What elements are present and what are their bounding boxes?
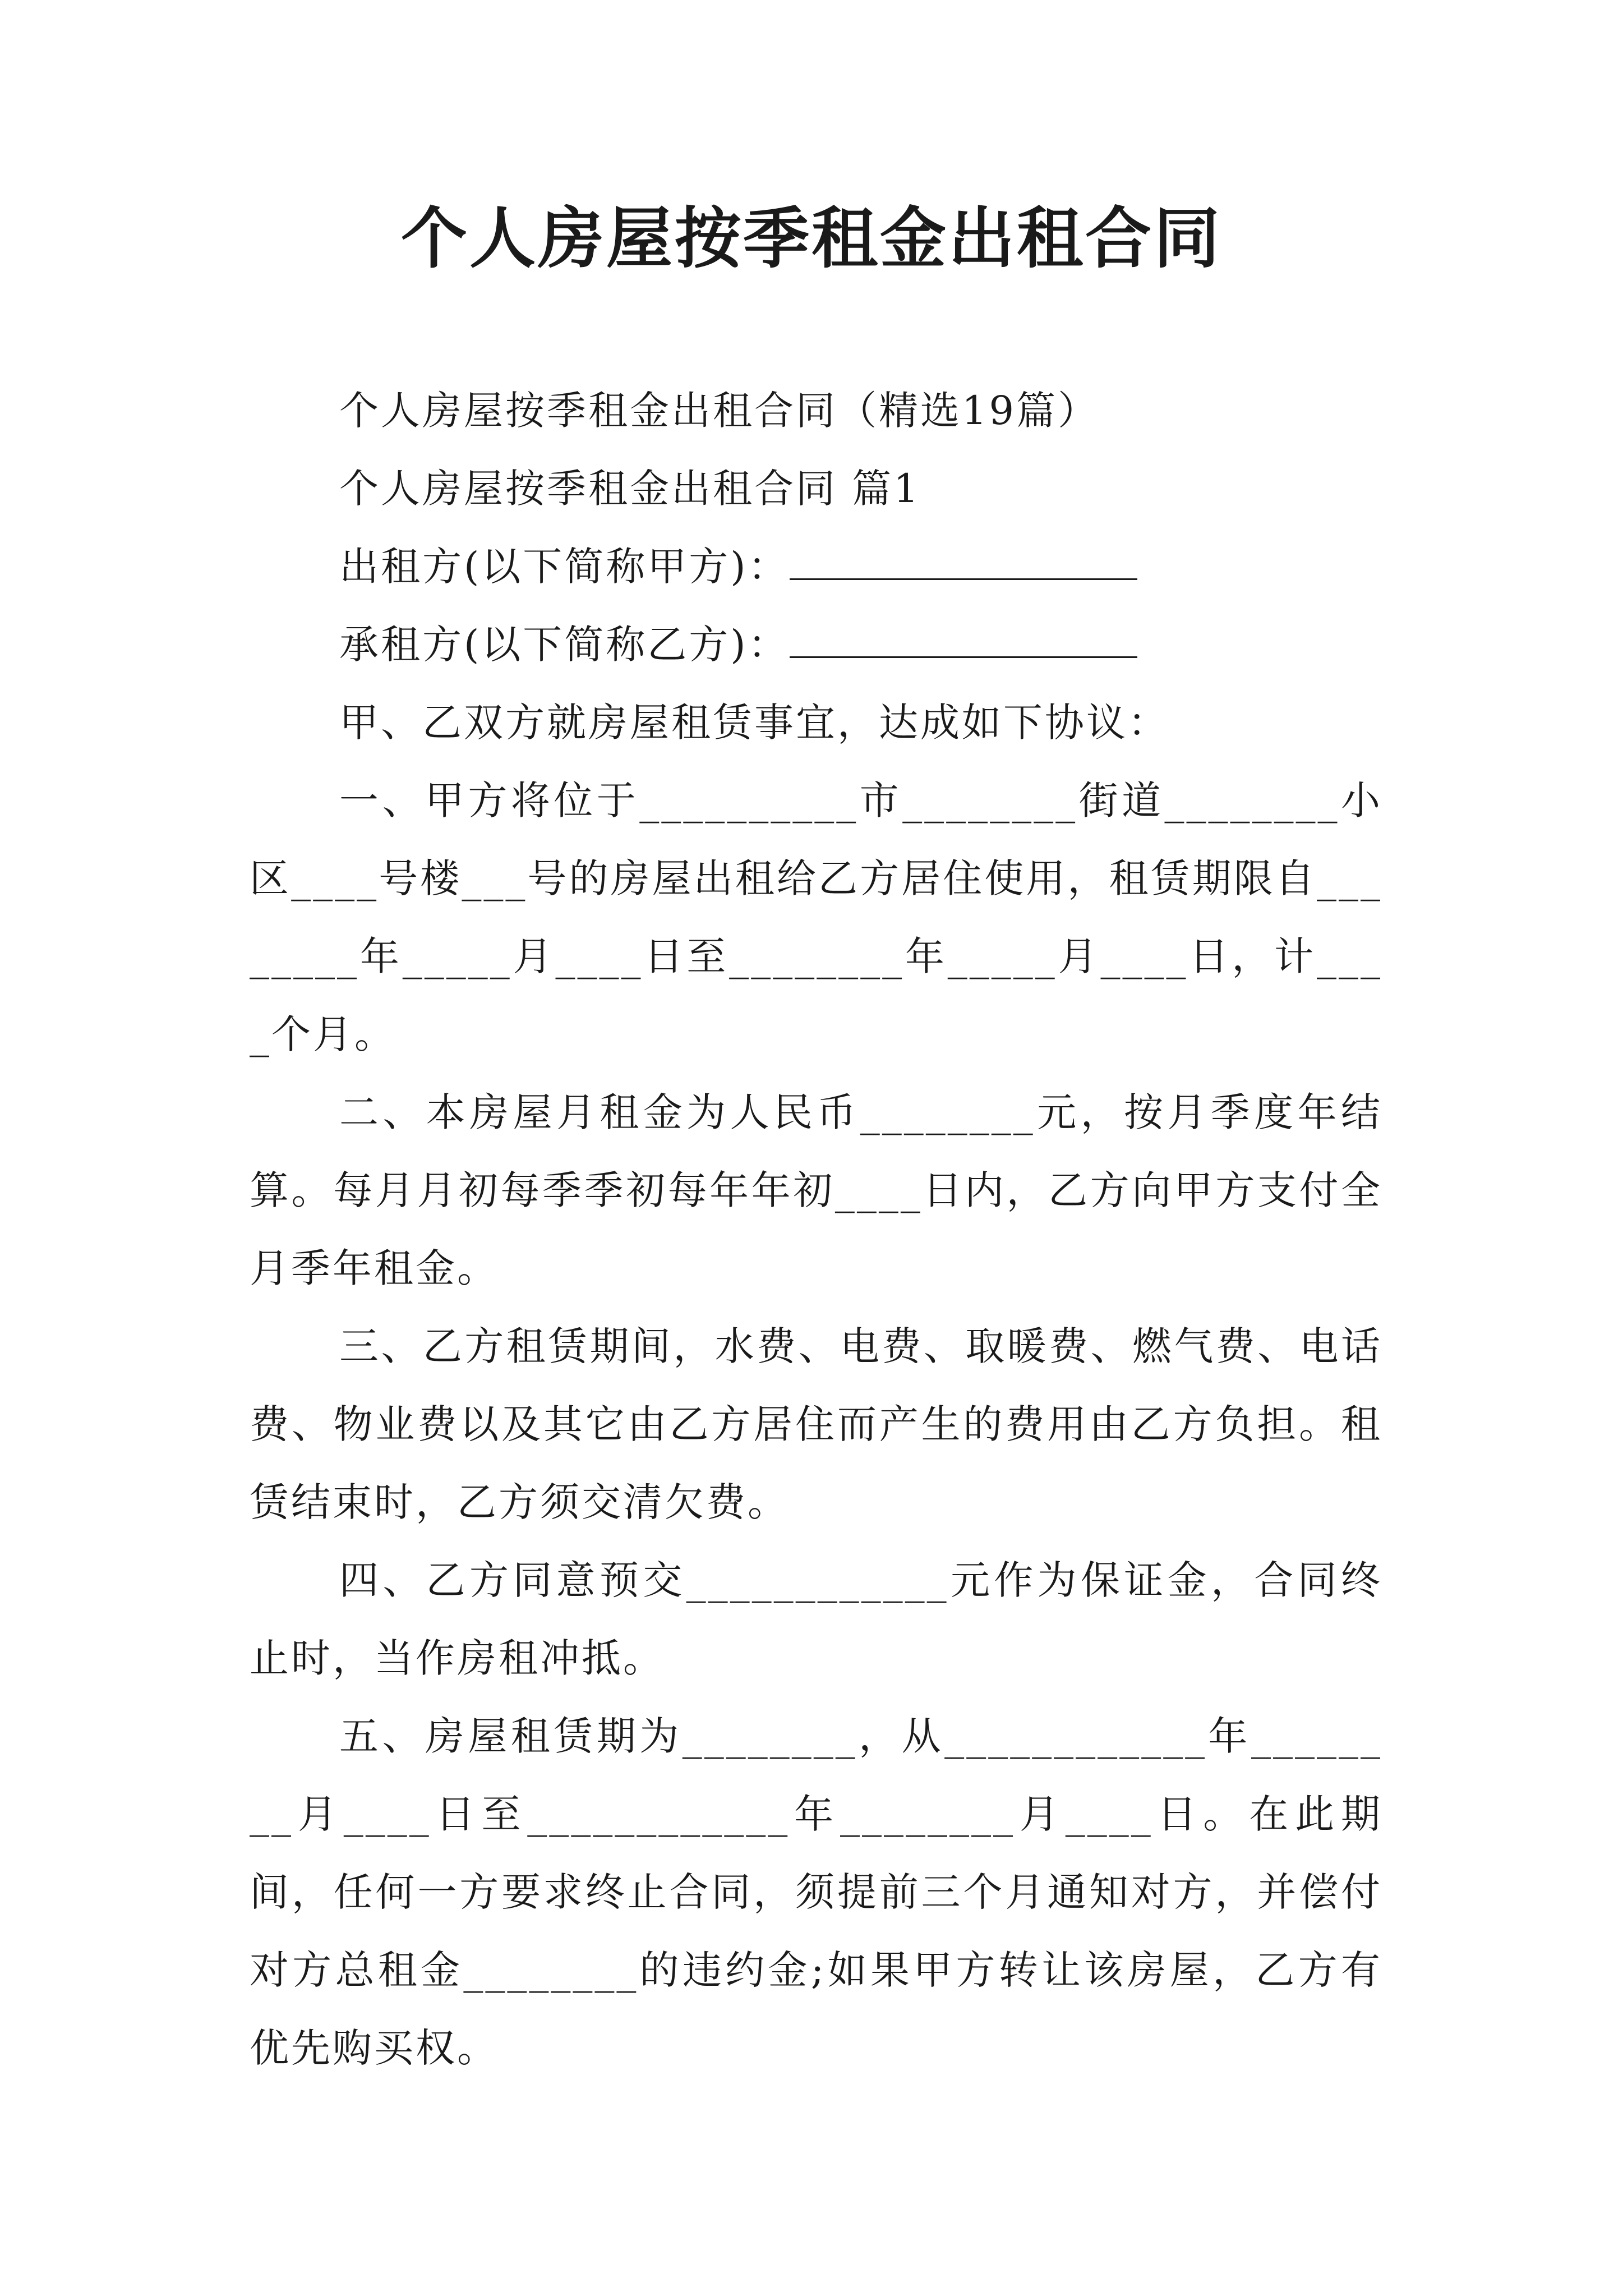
lessor-blank [790, 545, 1137, 580]
paragraph-lessee [250, 606, 1382, 684]
paragraph-clause-5: 五、房屋租赁期为________，从____________年________月____日至____________年________月____日。在此期间，任何一方要求终止合同，须提前三个月通知对方，并偿付对方总租金________的违约金;如果甲方转让该房屋，乙方有优先购买权。 [250, 1713, 1382, 2071]
paragraph-clause-1: 一、甲方将位于__________市________街道________小区____号楼___号的房屋出租给乙方居住使用，租赁期限自________年_____月____日至________年_____月____日，计____个月。 [250, 777, 1382, 1057]
lessee-blank [790, 623, 1137, 658]
paragraph-lessor [250, 528, 1382, 606]
paragraph-agreement-intro: 甲、乙双方就房屋租赁事宜，达成如下协议： [339, 700, 1169, 746]
paragraph-clause-4: 四、乙方同意预交____________元作为保证金，合同终止时，当作房租冲抵。 [250, 1557, 1382, 1681]
paragraph-article-title: 个人房屋按季租金出租合同 篇1 [339, 466, 921, 512]
document-title: 个人房屋按季租金出租合同 [400, 199, 1222, 277]
paragraph-collection-title: 个人房屋按季租金出租合同（精选19篇） [339, 388, 1100, 434]
lessor-label: 出租方(以下简称甲方)： [339, 544, 790, 590]
lessee-label: 承租方(以下简称乙方)： [339, 622, 790, 668]
paragraph-clause-3: 三、乙方租赁期间，水费、电费、取暖费、燃气费、电话费、物业费以及其它由乙方居住而产生的费用由乙方负担。租赁结束时，乙方须交清欠费。 [250, 1323, 1382, 1525]
paragraph-clause-2: 二、本房屋月租金为人民币________元，按月季度年结算。每月月初每季季初每年年初____日内，乙方向甲方支付全月季年租金。 [250, 1089, 1382, 1291]
document-body [250, 372, 1382, 2087]
